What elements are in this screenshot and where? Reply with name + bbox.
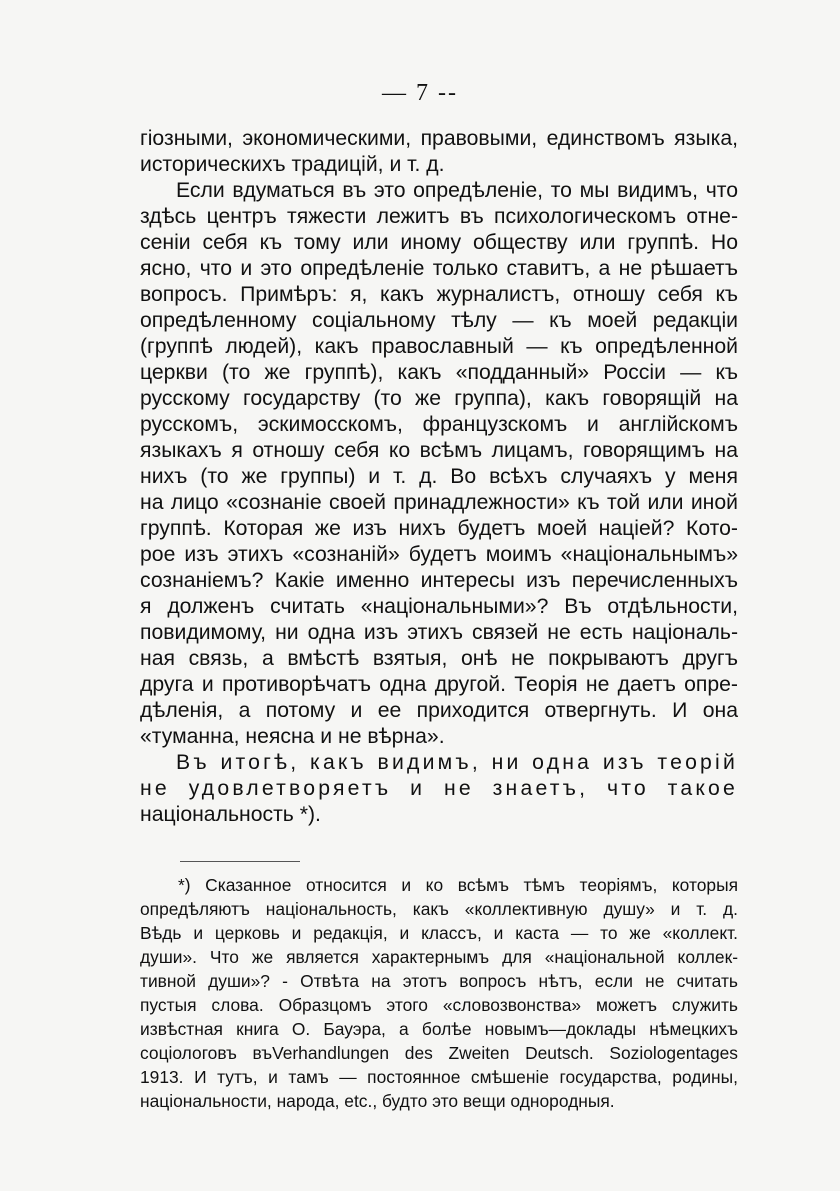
text-line: рое изъ этихъ «сознаній» будетъ моимъ «національнымъ» — [140, 543, 738, 566]
text-line: Если вдуматься въ это опредѣленіе, то мы видимъ, что — [176, 179, 738, 202]
text-line: дѣленія, а потому и ее приходится отвергнуть. И она — [140, 699, 738, 722]
text-line: здѣсь центръ тяжести лежитъ въ психологическомъ отне- — [140, 205, 738, 228]
text-line: «туманна, неясна и не вѣрна». — [140, 725, 445, 748]
footnote-line: тивной души»? - Отвѣта на этотъ вопросъ нѣтъ, если не считать — [140, 971, 738, 991]
text-line-spaced: не удовлетворяетъ и не знаетъ, что такое — [140, 777, 738, 800]
page-number-header: — 7 -- — [382, 80, 458, 106]
main-text — [140, 126, 738, 828]
text-line: гіозными, экономическими, правовыми, единствомъ языка, — [140, 127, 738, 150]
text-line: друга и противорѣчатъ одна другой. Теорія не даетъ опре- — [140, 673, 738, 696]
text-line: опредѣленному соціальному тѣлу — къ моей редакціи — [140, 309, 738, 332]
text-line: русскому государству (то же группа), какъ говорящій на — [140, 387, 738, 410]
footnote-line: національности, народа, etc., будто это вещи однородныя. — [140, 1091, 615, 1111]
footnote-line: опредѣляютъ національность, какъ «коллективную душу» и т. д. — [140, 899, 738, 919]
text-line: національность *). — [140, 803, 321, 826]
text-line: ная связь, а вмѣстѣ взятыя, онѣ не покрываютъ другъ — [140, 647, 738, 670]
footnote-line: души». Что же является характернымъ для «національной коллек- — [140, 947, 738, 967]
text-line: я долженъ считать «національными»? Въ отдѣльности, — [140, 595, 738, 618]
text-line: языкахъ я отношу себя ко всѣмъ лицамъ, говорящимъ на — [140, 439, 738, 462]
footnote-line: извѣстная книга О. Бауэра, а болѣе новымъ—доклады нѣмецкихъ — [140, 1019, 738, 1039]
text-line: на лицо «сознаніе своей принадлежности» къ той или иной — [140, 491, 738, 514]
text-line: (группѣ людей), какъ православный — къ опредѣленной — [140, 335, 738, 358]
text-line-spaced: Въ итогѣ, какъ видимъ, ни одна изъ теорій — [176, 751, 738, 774]
text-line: повидимому, ни одна изъ этихъ связей не есть національ- — [140, 621, 738, 644]
text-line: группѣ. Которая же изъ нихъ будетъ моей націей? Кото- — [140, 517, 738, 540]
text-line: вопросъ. Примѣръ: я, какъ журналистъ, отношу себя къ — [140, 283, 738, 306]
footnote-line: соціологовъ въVerhandlungen des Zweiten Deutsch. Soziologentages — [140, 1043, 738, 1063]
text-line: русскомъ, эскимосскомъ, французскомъ и англійскомъ — [140, 413, 738, 436]
text-line: сознаніемъ? Какіе именно интересы изъ перечисленныхъ — [140, 569, 738, 592]
footnote-line: 1913. И тутъ, и тамъ — постоянное смѣшеніе государства, родины, — [140, 1067, 738, 1087]
footnote-line: Вѣдь и церковь и редакція, и классъ, и каста — то же «коллект. — [140, 923, 738, 943]
text-line: нихъ (то же группы) и т. д. Во всѣхъ случаяхъ у меня — [140, 465, 738, 488]
text-line: историческихъ традицій, и т. д. — [140, 153, 445, 176]
text-line: ясно, что и это опредѣленіе только ставитъ, а не рѣшаетъ — [140, 257, 738, 280]
text-line: сеніи себя къ тому или иному обществу или группѣ. Но — [140, 231, 738, 254]
text-line: церкви (то же группѣ), какъ «подданный» Россіи — къ — [140, 361, 738, 384]
footnote-line: *) Сказанное относится и ко всѣмъ тѣмъ теоріямъ, которыя — [178, 875, 738, 895]
footnote — [140, 873, 738, 1113]
footnote-divider — [180, 861, 300, 863]
footnote-line: пустыя слова. Образцомъ этого «словозвонства» можетъ служить — [140, 995, 738, 1015]
